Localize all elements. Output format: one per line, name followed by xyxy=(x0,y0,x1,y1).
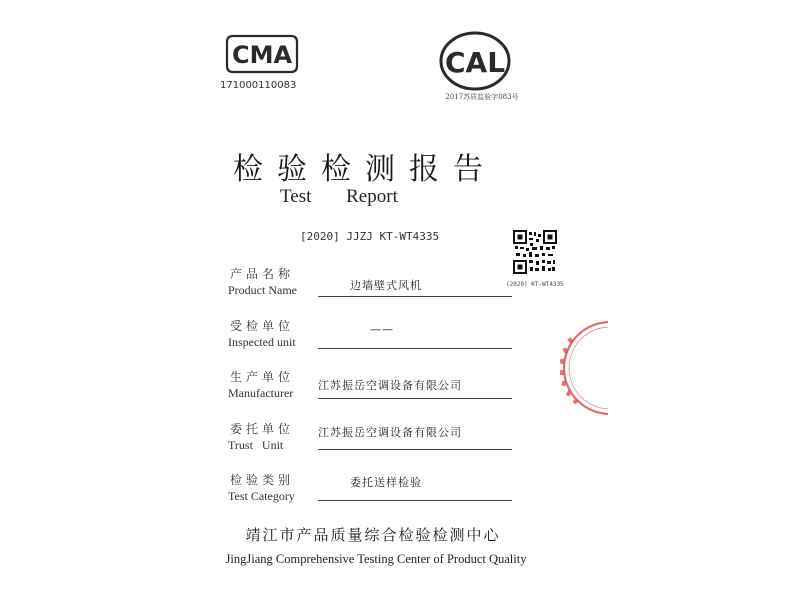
qr-caption: (2020) KT-WT4335 xyxy=(506,281,564,288)
inspected-unit-underline xyxy=(318,348,512,349)
official-seal xyxy=(548,318,608,418)
trust-unit-label-cn: 委托单位 xyxy=(230,422,295,436)
test-category-value: 委托送样检验 xyxy=(350,476,422,489)
qr-code xyxy=(513,230,557,274)
issuing-organization-en: JingJiang Comprehensive Testing Center of Product Quality xyxy=(225,552,527,566)
inspected-unit-value: —— xyxy=(370,323,394,336)
manufacturer-label-cn: 生产单位 xyxy=(230,370,295,384)
trust-unit-underline xyxy=(318,449,512,450)
product-name-underline xyxy=(318,296,512,297)
manufacturer-value: 江苏振岳空调设备有限公司 xyxy=(318,379,462,392)
cma-logo-text: CMA xyxy=(231,41,293,69)
trust-unit-label-en: Trust Unit xyxy=(228,438,284,452)
inspected-unit-label-cn: 受检单位 xyxy=(230,319,295,333)
manufacturer-label-en: Manufacturer xyxy=(228,386,294,400)
cma-logo xyxy=(223,28,301,80)
report-number: [2020] JJZJ KT-WT4335 xyxy=(300,230,440,243)
report-title-en: Test Report xyxy=(280,186,398,207)
manufacturer-underline xyxy=(318,398,512,399)
cal-logo-text: CAL xyxy=(444,46,506,79)
product-name-label-en: Product Name xyxy=(228,283,297,297)
product-name-label-cn: 产品名称 xyxy=(230,267,295,281)
test-category-underline xyxy=(318,500,512,501)
report-title-cn: 检验检测报告 xyxy=(233,152,497,187)
trust-unit-value: 江苏振岳空调设备有限公司 xyxy=(318,426,462,439)
product-name-value: 边墙壁式风机 xyxy=(350,279,422,292)
cal-caption: 2017苏质监验字083号 xyxy=(445,93,519,101)
cal-logo xyxy=(438,30,512,92)
test-category-label-cn: 检验类别 xyxy=(230,473,295,487)
test-category-label-en: Test Category xyxy=(228,489,295,503)
issuing-organization-cn: 靖江市产品质量综合检验检测中心 xyxy=(245,526,501,544)
cma-certificate-number: 171000110083 xyxy=(220,80,297,91)
inspected-unit-label-en: Inspected unit xyxy=(228,335,296,349)
